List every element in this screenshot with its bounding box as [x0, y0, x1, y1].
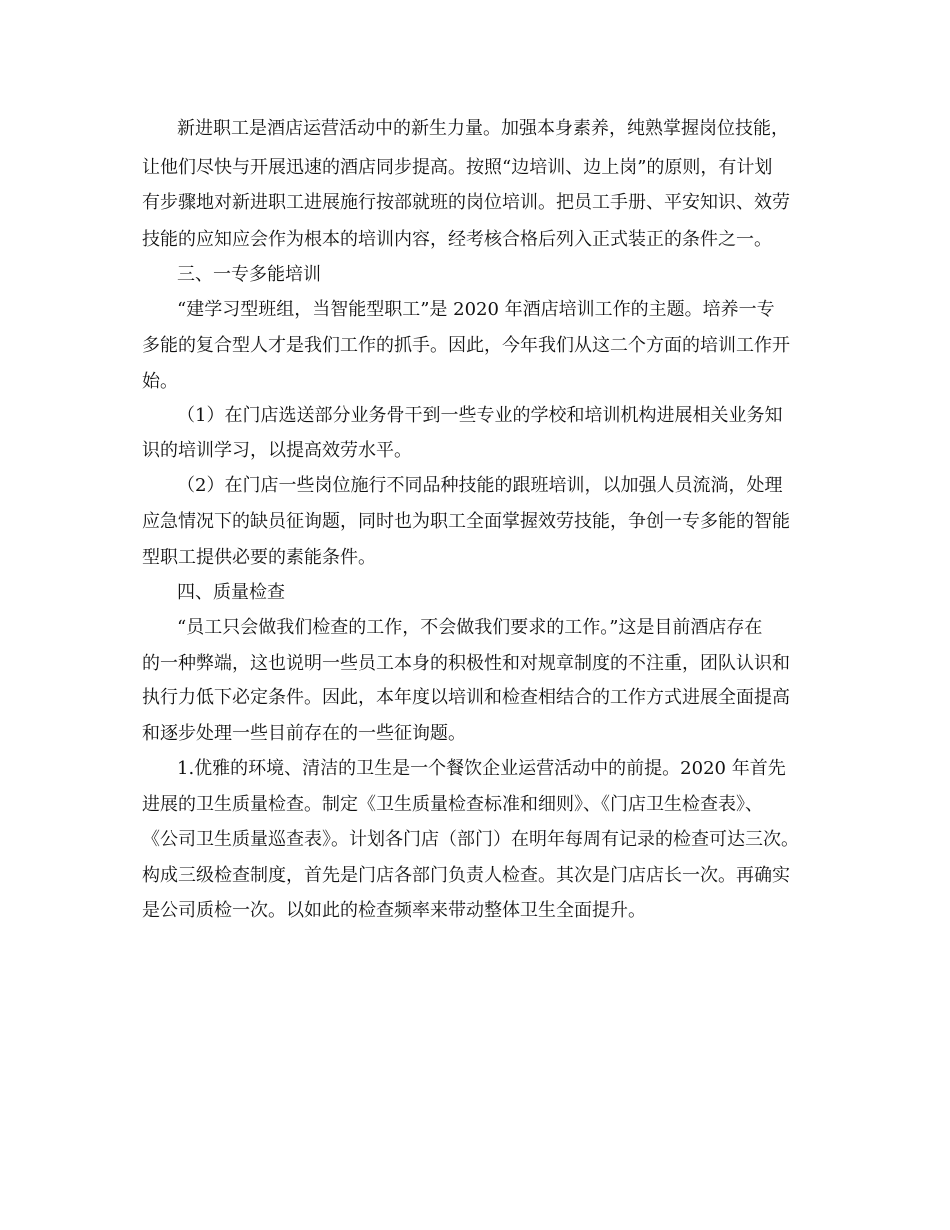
paragraph-1-line-4: 技能的应知应会作为根本的培训内容，经考核合格后列入正式装正的条件之一。 — [142, 229, 772, 250]
paragraph-4-line-1: （1）在门店选送部分业务骨干到一些专业的学校和培训机构进展相关业务知 — [177, 405, 783, 426]
paragraph-7-line-1: “员工只会做我们检查的工作，不会做我们要求的工作。”这是目前酒店存在 — [177, 617, 763, 638]
paragraph-5-line-2: 应急情况下的缺员征询题，同时也为职工全面掌握效劳技能，争创一专多能的智能 — [142, 511, 790, 532]
paragraph-5-line-1: （2）在门店一些岗位施行不同品种技能的跟班培训，以加强人员流淌，处理 — [177, 475, 783, 496]
paragraph-3-line-3: 始。 — [142, 371, 178, 392]
paragraph-3-line-1: “建学习型班组，当智能型职工”是 2020 年酒店培训工作的主题。培养一专 — [177, 299, 775, 320]
section-heading-4: 四、质量检查 — [177, 582, 285, 603]
paragraph-7-line-4: 和逐步处理一些目前存在的一些征询题。 — [142, 723, 466, 744]
paragraph-8-line-1: 1.优雅的环境、清洁的卫生是一个餐饮企业运营活动中的前提。2020 年首先 — [177, 758, 786, 779]
paragraph-3-line-2: 多能的复合型人才是我们工作的抓手。因此，今年我们从这二个方面的培训工作开 — [142, 335, 790, 356]
section-heading-3: 三、一专多能培训 — [177, 264, 321, 285]
paragraph-8-line-3: 《公司卫生质量巡查表》。计划各门店（部门）在明年每周有记录的检查可达三次。 — [142, 829, 799, 850]
paragraph-1-line-1: 新进职工是酒店运营活动中的新生力量。加强本身素养，纯熟掌握岗位技能， — [177, 118, 789, 139]
paragraph-8-line-4: 构成三级检查制度，首先是门店各部门负责人检查。其次是门店店长一次。再确实 — [142, 865, 790, 886]
paragraph-8-line-2: 进展的卫生质量检查。制定《卫生质量检查标准和细则》、《门店卫生检查表》、 — [142, 794, 763, 815]
paragraph-5-line-3: 型职工提供必要的素能条件。 — [142, 547, 376, 568]
paragraph-1-line-3: 有步骤地对新进职工进展施行按部就班的岗位培训。把员工手册、平安知识、效劳 — [142, 192, 790, 213]
paragraph-7-line-2: 的一种弊端，这也说明一些员工本身的积极性和对规章制度的不注重，团队认识和 — [142, 653, 790, 674]
paragraph-1-line-2: 让他们尽快与开展迅速的酒店同步提高。按照“边培训、边上岗”的原则，有计划 — [142, 157, 773, 178]
paragraph-4-line-2: 识的培训学习，以提高效劳水平。 — [142, 440, 412, 461]
paragraph-7-line-3: 执行力低下必定条件。因此，本年度以培训和检查相结合的工作方式进展全面提高 — [142, 687, 790, 708]
paragraph-8-line-5: 是公司质检一次。以如此的检查频率来带动整体卫生全面提升。 — [142, 900, 646, 921]
